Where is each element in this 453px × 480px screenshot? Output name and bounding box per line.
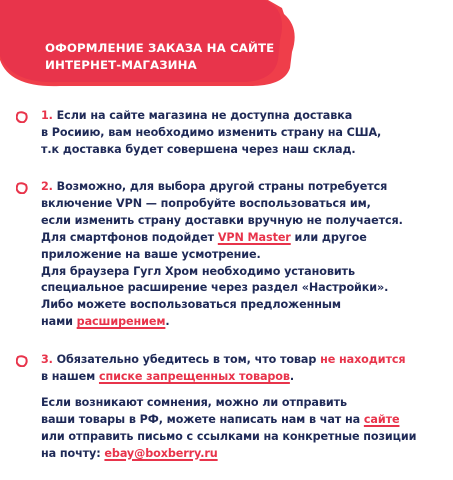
text-line: приложение на ваше усмотрение.: [41, 247, 261, 261]
text-fragment: нами: [41, 315, 77, 329]
text-line: [41, 412, 451, 429]
bullet-marker-icon: [16, 355, 28, 367]
text-line: включение VPN — попробуйте воспользоваться им,: [41, 196, 371, 210]
text-fragment: .: [165, 315, 170, 329]
text-line: [41, 352, 451, 369]
text-fragment: Возможно, для выбора другой страны потребуется: [52, 180, 388, 193]
section-1-text: [41, 108, 451, 159]
text-line: т.к доставка будет совершена через наш склад.: [41, 142, 356, 156]
text-line: или отправить письмо с ссылками на конкретные позиции: [41, 429, 417, 443]
section-3-text: [41, 352, 451, 386]
text-line: Для браузера Гугл Хром необходимо установить: [41, 264, 355, 278]
text-line: [41, 108, 451, 125]
vpn-master-link[interactable]: VPN Master: [217, 230, 291, 244]
section-2-text: [41, 179, 451, 331]
text-fragment: ваши товары в РФ, можете написать нам в чат на: [41, 412, 364, 426]
site-chat-link[interactable]: сайте: [363, 412, 400, 426]
text-line: [41, 314, 451, 331]
text-fragment: в нашем: [41, 369, 99, 383]
text-line: если изменить страну доставки вручную не получается.: [41, 213, 403, 227]
text-fragment: на почту:: [41, 446, 105, 460]
bullet-marker-icon: [16, 111, 28, 123]
text-fragment: или другое: [290, 230, 367, 244]
text-fragment: .: [289, 369, 295, 383]
section-number: 1.: [41, 109, 53, 122]
text-line: [41, 369, 451, 386]
highlight-not-located: не находится: [320, 353, 406, 366]
text-line: [41, 230, 451, 247]
text-fragment: Для смартфонов подойдет: [41, 230, 218, 244]
section-number: 2.: [41, 180, 53, 193]
text-line: [41, 179, 451, 196]
text-line: [41, 446, 451, 463]
extension-link[interactable]: расширением: [76, 315, 166, 329]
header-ribbon: [0, 0, 453, 100]
text-line: Если возникают сомнения, можно ли отправить: [41, 396, 347, 409]
section-number: 3.: [41, 353, 53, 366]
section-3-paragraph-2: [41, 395, 451, 463]
page-title: [45, 40, 305, 74]
text-fragment: Если на сайте магазина не доступна доставка: [52, 109, 353, 122]
email-link[interactable]: ebay@boxberry.ru: [104, 446, 218, 460]
title-line-2: ИНТЕРНЕТ-МАГАЗИНА: [45, 58, 197, 72]
prohibited-items-link[interactable]: списке запрещенных товаров: [98, 369, 290, 383]
text-line: специальное расширение через раздел «Настройки».: [41, 281, 389, 295]
bullet-marker-icon: [16, 182, 28, 194]
text-line: в Росиию, вам необходимо изменить страну на США,: [41, 125, 382, 139]
text-line: Либо можете воспользоваться предложенным: [41, 298, 341, 312]
text-fragment: Обязательно убедитесь в том, что товар: [52, 353, 321, 366]
title-line-1: ОФОРМЛЕНИЕ ЗАКАЗА НА САЙТЕ: [45, 41, 275, 55]
